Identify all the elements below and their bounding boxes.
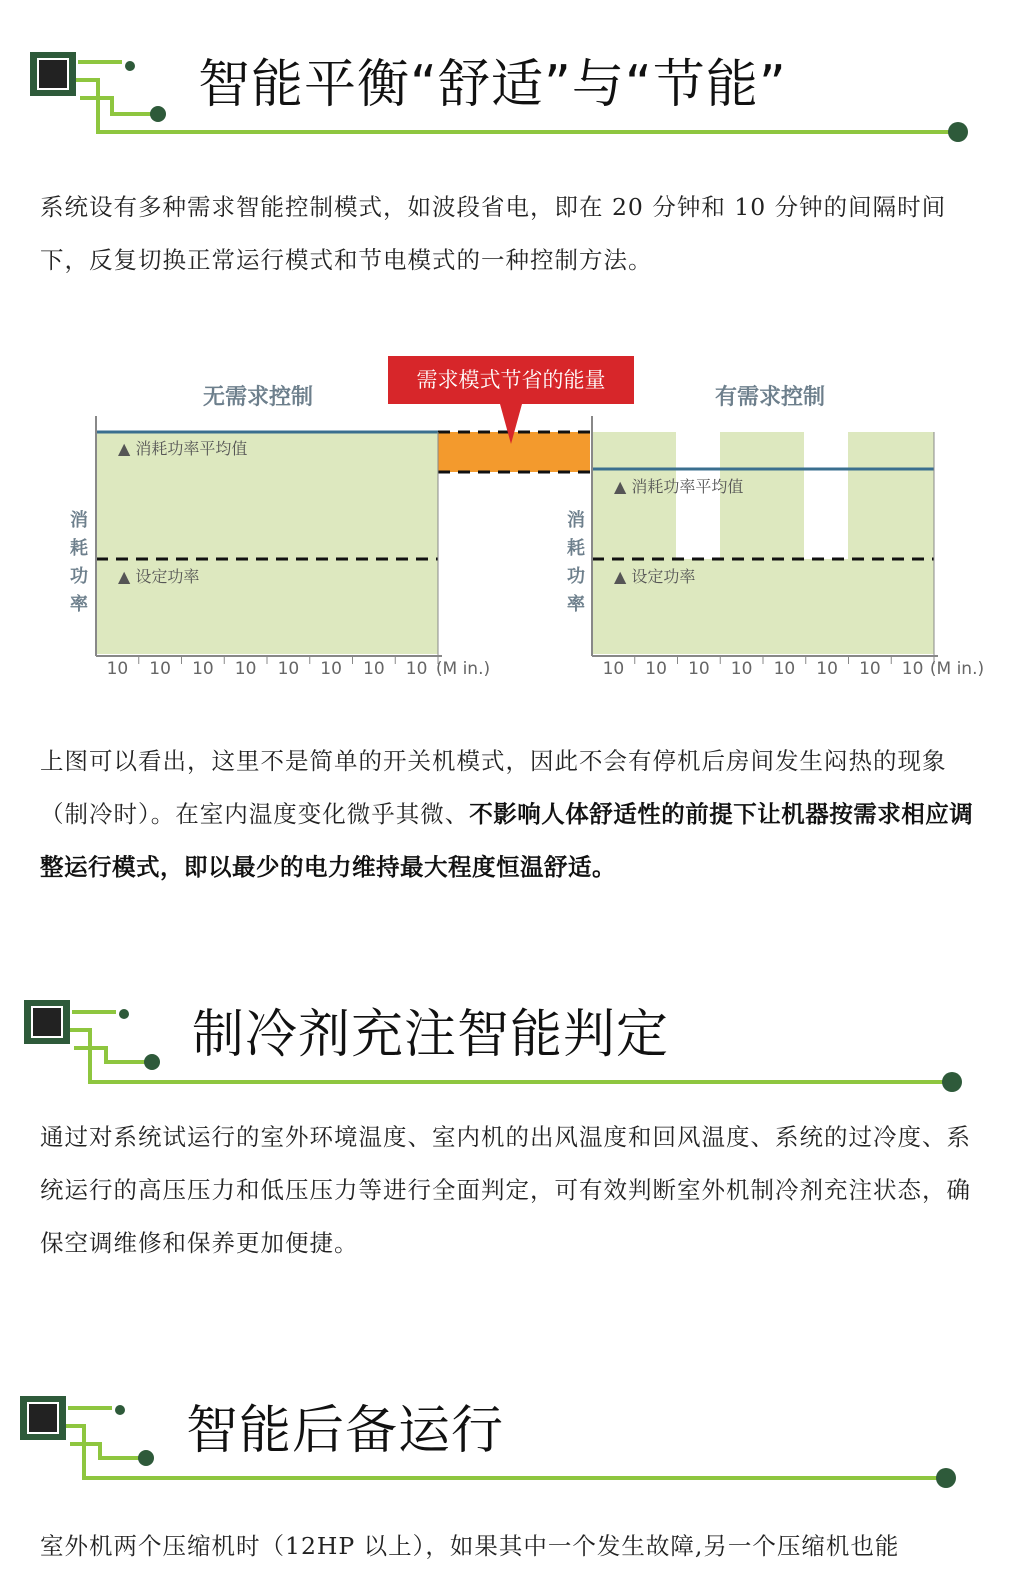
x-tick-label: 10: [602, 659, 625, 679]
callout-label: 需求模式节省的能量: [416, 368, 606, 392]
y-axis-label-left: [70, 509, 88, 615]
x-tick-label: 10: [730, 659, 753, 679]
y-axis-label-char: 功: [567, 566, 585, 587]
y-axis-label-char: 率: [70, 594, 88, 615]
saved-energy-band: [438, 432, 590, 472]
x-tick-label: 10: [234, 659, 257, 679]
demand-control-chart: [0, 340, 1030, 690]
paragraph-refrigerant: 通过对系统试运行的室外环境温度、室内机的出风温度和回风温度、系统的过冷度、系统运行的高压压力和低压压力等进行全面判定，可有效判断室外机制冷剂充注状态，确保空调维修和保养更加便捷。: [40, 1123, 971, 1257]
y-axis-label-char: 消: [567, 510, 585, 531]
x-tick-label: 10: [277, 659, 300, 679]
y-axis-label-char: 功: [70, 566, 88, 587]
section-header-2: [0, 950, 1030, 1100]
x-tick-label: 10: [816, 659, 838, 679]
circuit-decoration-icon: [0, 1346, 1030, 1496]
section-header-3: [0, 1346, 1030, 1496]
x-tick-label: 10: [363, 659, 385, 679]
panel-title-left: 无需求控制: [202, 385, 314, 410]
x-tick-label: 10: [106, 659, 129, 679]
right-setpoint-label: ▲ 设定功率: [614, 567, 696, 586]
x-tick-label: 10: [149, 659, 171, 679]
x-unit-right: (M in.): [929, 659, 985, 679]
left-average-label: ▲ 消耗功率平均值: [118, 439, 248, 458]
paragraph-chart-emphasis: 不影响人体舒适性的前提下让机器按需求相应调整运行模式，即以最少的电力维持最大程度恒温舒适。: [40, 800, 974, 881]
section-header-1: [0, 0, 1030, 150]
x-tick-label: 10: [859, 659, 881, 679]
x-tick-label: 10: [405, 659, 428, 679]
x-tick-label: 10: [320, 659, 342, 679]
right-average-label: ▲ 消耗功率平均值: [614, 477, 744, 496]
y-axis-label-char: 耗: [567, 538, 585, 559]
paragraph-intro: 系统设有多种需求智能控制模式，如波段省电，即在 20 分钟和 10 分钟的间隔时间下，反复切换正常运行模式和节电模式的一种控制方法。: [40, 193, 947, 274]
x-tick-label: 10: [192, 659, 214, 679]
paragraph-chart-plain: 上图可以看出，这里不是简单的开关机模式，因此不会有停机后房间发生闷热的现象（制冷时）。在室内温度变化微乎其微、: [40, 747, 947, 828]
y-axis-label-char: 耗: [70, 538, 88, 559]
x-tick-label: 10: [901, 659, 924, 679]
paragraph-chart-explanation: [40, 735, 995, 894]
x-tick-label: 10: [773, 659, 796, 679]
x-tick-label: 10: [688, 659, 710, 679]
section-title: 智能后备运行: [186, 1401, 505, 1461]
section-title: 智能平衡“舒适”与“节能”: [198, 55, 787, 115]
y-axis-label-char: 率: [567, 594, 585, 615]
y-axis-label-char: 消: [70, 510, 88, 531]
right-bar-3: [848, 432, 934, 559]
x-tick-label: 10: [645, 659, 667, 679]
section-title: 制冷剂充注智能判定: [192, 1005, 670, 1065]
paragraph-backup: 室外机两个压缩机时（12HP 以上），如果其中一个发生故障,另一个压缩机也能: [40, 1532, 900, 1560]
panel-title-right: 有需求控制: [714, 385, 826, 410]
x-unit-left: (M in.): [435, 659, 491, 679]
left-panel-fill: [96, 432, 438, 654]
left-setpoint-label: ▲ 设定功率: [118, 567, 200, 586]
y-axis-label-right: [567, 509, 585, 615]
